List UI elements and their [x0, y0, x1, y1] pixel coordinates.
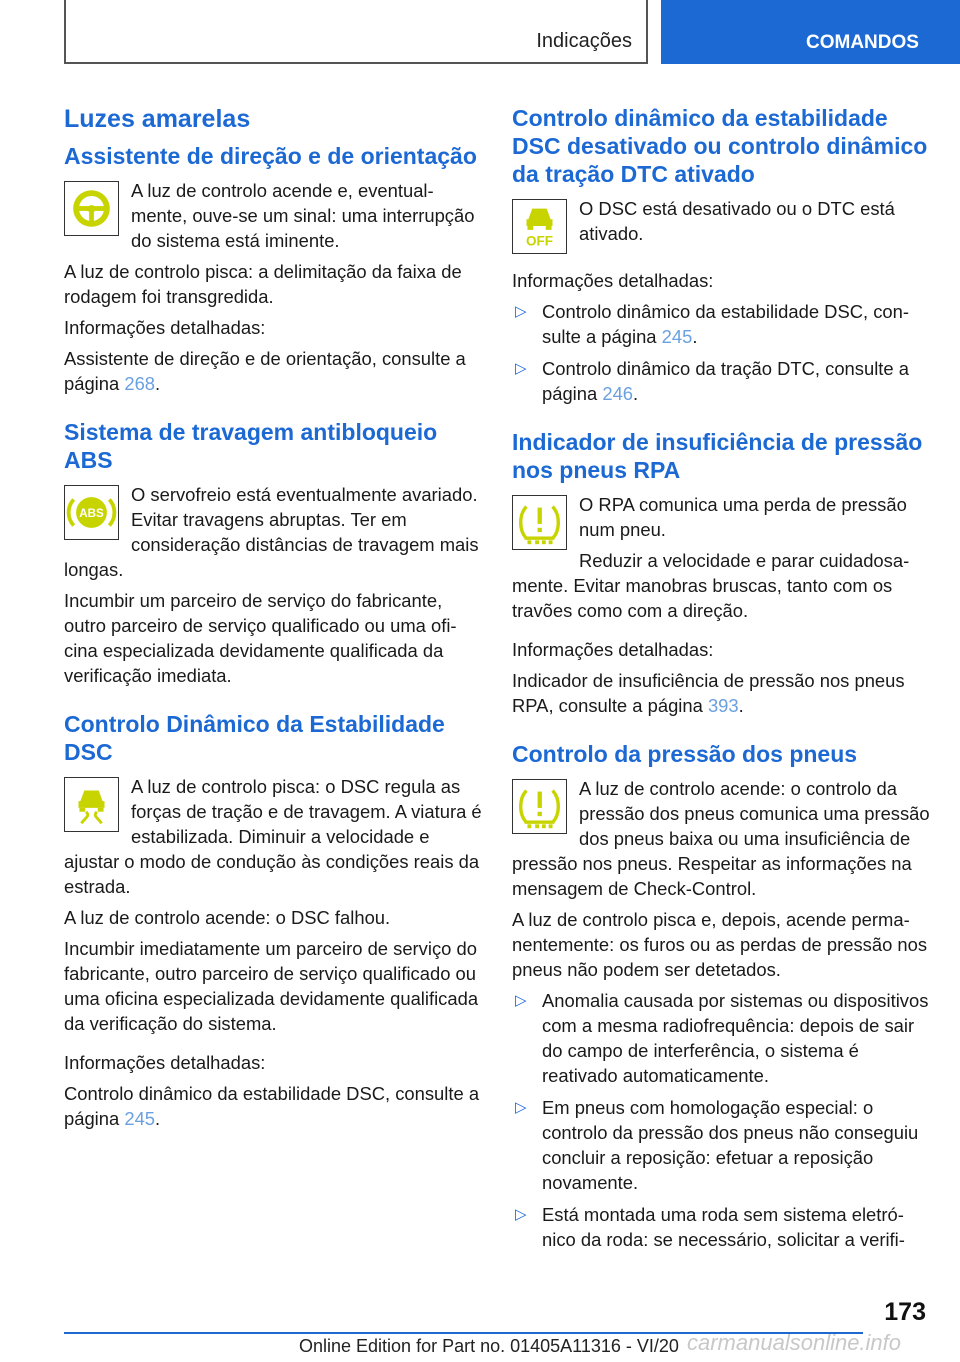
list-item: ▷ Está montada uma roda sem sistema eletrónico da roda: se necessário, solicitar a verifi-: [515, 1204, 905, 1250]
paragraph: Informações detalhadas:: [64, 1052, 266, 1073]
right-column: [512, 104, 930, 1259]
header-section-box: [64, 0, 648, 64]
bullet-triangle-icon: ▷: [515, 360, 527, 377]
section-heading-steering: Assistente de direção e de orientação: [64, 143, 477, 169]
paragraph: Informações detalhadas:: [512, 270, 714, 291]
paragraph: A luz de controlo acende e, eventualmente, ouve-se um sinal: uma interrupção do sistema está iminente.: [131, 180, 475, 251]
section-heading-abs: Sistema de travagem antibloqueio ABS: [64, 419, 438, 473]
svg-text:OFF: OFF: [526, 233, 553, 249]
reference-paragraph: Assistente de direção e de orientação, consulte a página 268.: [64, 348, 466, 394]
reference-paragraph: Controlo dinâmico da estabilidade DSC, consulte a página 245.: [64, 1083, 480, 1129]
page-link[interactable]: 245: [661, 326, 693, 347]
footer-edition: Online Edition for Part no. 01405A11316 - VI/20: [299, 1336, 679, 1356]
page-number: 173: [884, 1298, 926, 1326]
paragraph: O servofreio está eventualmente avariado. Evitar travagens abruptas. Ter em consideração distâncias de travagem mais longas.: [64, 484, 479, 580]
dsc-skid-icon: [64, 777, 119, 832]
paragraph: A luz de controlo pisca: o DSC regula as forças de tração e de travagem. A viatura é estabilizada. Diminuir a velocidade e ajustar o modo de condução às condições reais da estrada.: [64, 776, 482, 897]
page-title: Luzes amarelas: [64, 105, 251, 133]
header-tab-label: COMANDOS: [806, 32, 919, 53]
bullet-triangle-icon: ▷: [515, 303, 527, 320]
page-link[interactable]: 245: [124, 1108, 156, 1129]
section-heading-rpa: Indicador de insuficiência de pressão nos pneus RPA: [512, 429, 923, 483]
bullet-triangle-icon: ▷: [515, 1099, 527, 1116]
svg-text:ABS: ABS: [79, 507, 104, 520]
watermark: carmanualsonline.info: [687, 1330, 902, 1355]
paragraph: A luz de controlo acende: o DSC falhou.: [64, 907, 391, 928]
abs-warning-icon: [64, 485, 119, 540]
paragraph: O RPA comunica uma perda de pressão num pneu.: [579, 494, 907, 540]
steering-wheel-warning-icon: [64, 181, 119, 236]
left-column: [64, 104, 482, 1137]
tire-pressure-warning-icon: [512, 779, 567, 834]
list-item: ▷ Controlo dinâmico da estabilidade DSC, consulte a página 245.: [515, 301, 909, 347]
page-link[interactable]: 246: [602, 383, 634, 404]
reference-paragraph: Indicador de insuficiência de pressão nos pneus RPA, consulte a página 393.: [512, 670, 905, 716]
tire-pressure-warning-icon: [512, 495, 567, 550]
paragraph: A luz de controlo acende: o controlo da pressão dos pneus comunica uma pressão dos pneus baixa ou uma insuficiência de pressão nos pneus. Respeitar as informações na mensagem de Check-Control.: [512, 778, 930, 899]
page-link[interactable]: 268: [124, 373, 156, 394]
list-item: ▷ Em pneus com homologação especial: o controlo da pressão dos pneus não conseguiu concluir a reposição: efetuar a reposição novamente.: [515, 1097, 919, 1193]
paragraph: A luz de controlo pisca e, depois, acende permanentemente: os furos ou as perdas de pressão nos pneus não podem ser detetados.: [512, 909, 928, 980]
page-link[interactable]: 393: [707, 695, 739, 716]
paragraph: A luz de controlo pisca: a delimitação da faixa de rodagem foi transgredida.: [64, 261, 462, 307]
header-section-title: Indicações: [536, 30, 632, 52]
dsc-off-icon: [512, 199, 567, 254]
paragraph: Informações detalhadas:: [512, 639, 714, 660]
bullet-list: [512, 988, 930, 1252]
bullet-triangle-icon: ▷: [515, 1206, 527, 1223]
list-item: ▷ Controlo dinâmico da tração DTC, consulte a página 246.: [515, 358, 909, 404]
paragraph: Informações detalhadas:: [64, 317, 266, 338]
bullet-triangle-icon: ▷: [515, 992, 527, 1009]
paragraph: Incumbir imediatamente um parceiro de serviço do fabricante, outro parceiro de serviço qualificado ou uma oficina especializada devidamente qualificada da verificação do sistema.: [64, 938, 479, 1034]
paragraph: O DSC está desativado ou o DTC está ativado.: [579, 198, 895, 244]
list-item: ▷ Anomalia causada por sistemas ou dispositivos com a mesma radiofrequência: depois de sair do campo de interferência, o sistema é reativado automaticamente.: [515, 990, 929, 1086]
section-heading-dsc-off: Controlo dinâmico da estabilidade DSC desativado ou controlo dinâmico da tração DTC ativado: [512, 105, 928, 187]
header-tab[interactable]: [661, 0, 960, 64]
paragraph: Reduzir a velocidade e parar cuidadosamente. Evitar manobras bruscas, tanto com os travões como com a direção.: [512, 550, 910, 621]
section-heading-dsc: Controlo Dinâmico da Estabilidade DSC: [64, 711, 445, 765]
bullet-list: [512, 299, 930, 406]
section-heading-tire-pressure: Controlo da pressão dos pneus: [512, 741, 858, 767]
paragraph: Incumbir um parceiro de serviço do fabricante, outro parceiro de serviço qualificado ou uma oficina especializada devidamente qualificada da verificação imediata.: [64, 590, 457, 686]
